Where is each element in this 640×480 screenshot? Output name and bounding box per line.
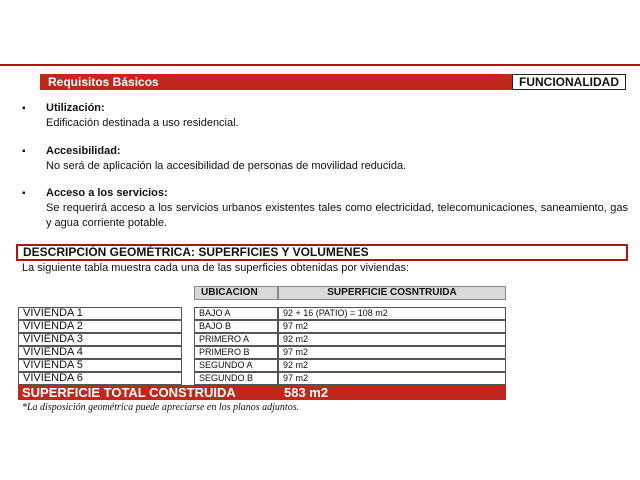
total-value: 583 m2: [284, 385, 329, 400]
vivienda-cell: VIVIENDA 3: [18, 333, 182, 346]
superficie-cell: 92 m2: [278, 359, 506, 372]
superficie-cell: 97 m2: [278, 372, 506, 385]
category-label: FUNCIONALIDAD: [512, 74, 626, 90]
document-page: [0, 64, 640, 418]
requirements-title: Requisitos Básicos: [40, 74, 512, 90]
requirements-header: [40, 74, 626, 90]
ubicacion-cell: PRIMERO A: [194, 333, 278, 346]
bullet-icon: ▪: [22, 188, 26, 199]
section-title: DESCRIPCIÓN GEOMÉTRICA: SUPERFICIES Y VOLUMENES: [16, 244, 628, 261]
table-row: [18, 333, 506, 346]
table-row: [18, 346, 506, 359]
bullet-icon: ▪: [22, 146, 26, 157]
total-label: SUPERFICIE TOTAL CONSTRUIDA: [22, 385, 236, 400]
requirement-title: Acceso a los servicios:: [46, 187, 168, 199]
bullet-icon: ▪: [22, 103, 26, 114]
footnote: *La disposición geométrica puede apreciarse en los planos adjuntos.: [22, 402, 300, 413]
requirement-title: Utilización:: [46, 102, 105, 114]
superficie-cell: 97 m2: [278, 320, 506, 333]
table-row: [18, 359, 506, 372]
vivienda-cell: VIVIENDA 1: [18, 307, 182, 320]
requirement-text: Se requerirá acceso a los servicios urbanos existentes tales como electricidad, telecomunicaciones, saneamiento, gas y agua corriente potable.: [46, 202, 628, 229]
requirement-text: Edificación destinada a uso residencial.: [46, 117, 239, 129]
top-red-rule: [0, 64, 640, 66]
ubicacion-cell: BAJO B: [194, 320, 278, 333]
ubicacion-cell: PRIMERO B: [194, 346, 278, 359]
superficie-cell: 92 + 16 (PATIO) = 108 m2: [278, 307, 506, 320]
ubicacion-cell: SEGUNDO A: [194, 359, 278, 372]
vivienda-cell: VIVIENDA 6: [18, 372, 182, 385]
superficie-cell: 92 m2: [278, 333, 506, 346]
vivienda-cell: VIVIENDA 4: [18, 346, 182, 359]
vivienda-cell: VIVIENDA 2: [18, 320, 182, 333]
surfaces-table: [18, 307, 506, 385]
requirement-text: No será de aplicación la accesibilidad de personas de movilidad reducida.: [46, 160, 407, 172]
total-row: [18, 385, 506, 400]
column-header-ubicacion: UBICACION: [194, 286, 278, 300]
section-intro: La siguiente tabla muestra cada una de las superficies obtenidas por viviendas:: [22, 262, 410, 274]
requirement-title: Accesibilidad:: [46, 145, 121, 157]
table-row: [18, 372, 506, 385]
table-row: [18, 320, 506, 333]
superficie-cell: 97 m2: [278, 346, 506, 359]
table-row: [18, 307, 506, 320]
ubicacion-cell: BAJO A: [194, 307, 278, 320]
column-header-superficie: SUPERFICIE COSNTRUIDA: [278, 286, 506, 300]
ubicacion-cell: SEGUNDO B: [194, 372, 278, 385]
vivienda-cell: VIVIENDA 5: [18, 359, 182, 372]
